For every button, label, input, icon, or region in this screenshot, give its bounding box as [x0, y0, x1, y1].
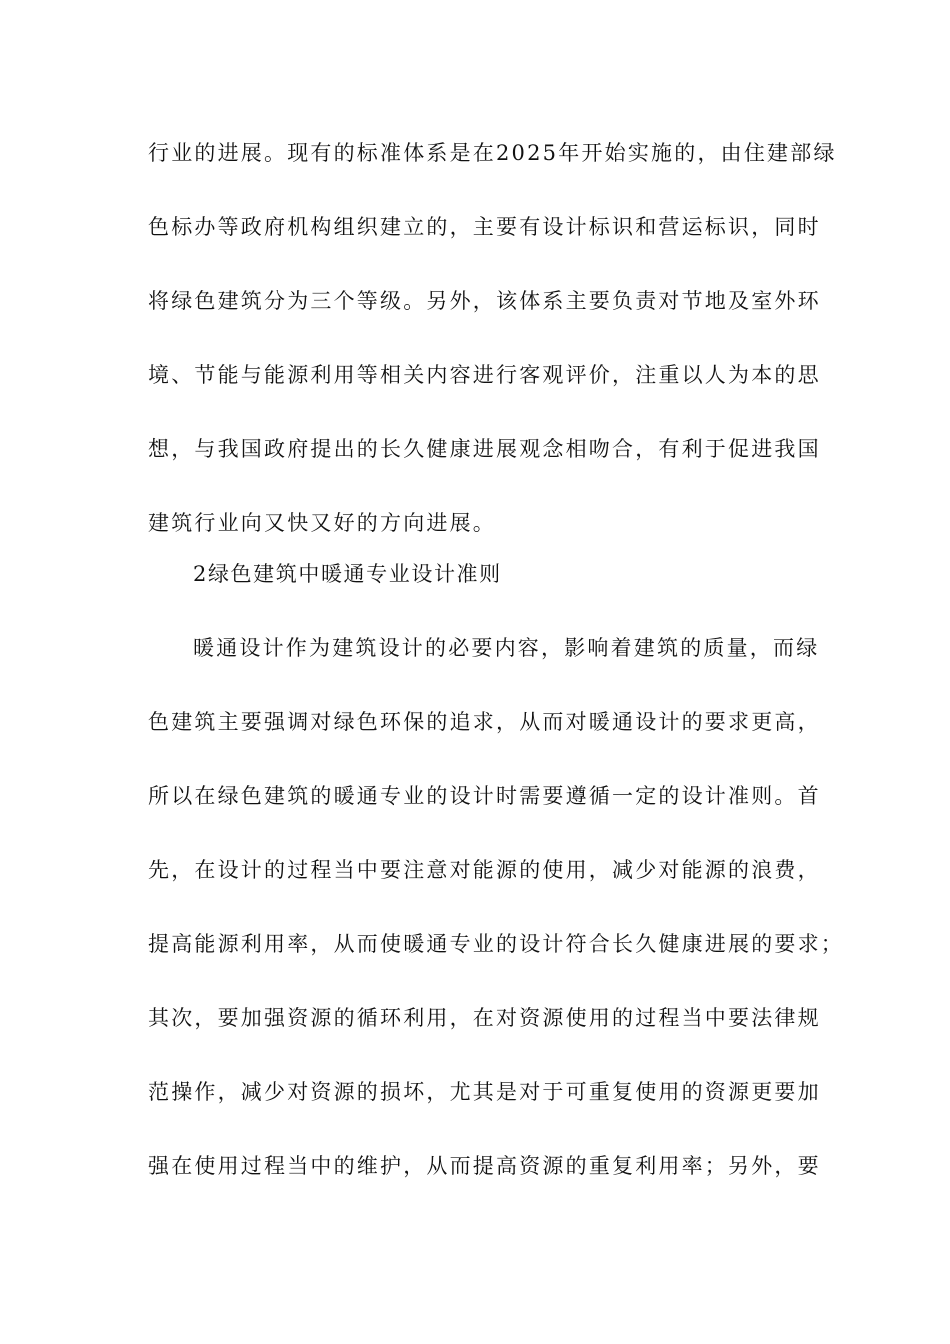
section-heading: 2绿色建筑中暖通专业设计准则	[193, 562, 502, 586]
paragraph-2-line-4: 先，在设计的过程当中要注意对能源的使用，减少对能源的浪费，	[148, 858, 821, 882]
paragraph-1-line-3: 将绿色建筑分为三个等级。另外，该体系主要负责对节地及室外环	[148, 289, 821, 313]
paragraph-2-line-3: 所以在绿色建筑的暖通专业的设计时需要遵循一定的设计准则。首	[148, 784, 821, 808]
paragraph-1-line-1: 行业的进展。现有的标准体系是在2025年开始实施的，由住建部绿	[148, 141, 837, 165]
paragraph-2-line-8: 强在使用过程当中的维护，从而提高资源的重复利用率；另外，要	[148, 1154, 821, 1178]
paragraph-1-line-2: 色标办等政府机构组织建立的，主要有设计标识和营运标识，同时	[148, 215, 821, 239]
paragraph-1-line-4: 境、节能与能源利用等相关内容进行客观评价，注重以人为本的思	[148, 363, 821, 387]
paragraph-2-line-1: 暖通设计作为建筑设计的必要内容，影响着建筑的质量，而绿	[193, 636, 820, 660]
paragraph-2-line-5: 提高能源利用率，从而使暖通专业的设计符合长久健康进展的要求；	[148, 932, 844, 956]
paragraph-1-line-6: 建筑行业向又快又好的方向进展。	[148, 511, 496, 535]
paragraph-2-line-6: 其次，要加强资源的循环利用，在对资源使用的过程当中要法律规	[148, 1006, 821, 1030]
paragraph-2-line-2: 色建筑主要强调对绿色环保的追求，从而对暖通设计的要求更高，	[148, 710, 821, 734]
paragraph-2-line-7: 范操作，减少对资源的损坏，尤其是对于可重复使用的资源更要加	[148, 1080, 821, 1104]
paragraph-1-line-5: 想，与我国政府提出的长久健康进展观念相吻合，有利于促进我国	[148, 437, 821, 461]
